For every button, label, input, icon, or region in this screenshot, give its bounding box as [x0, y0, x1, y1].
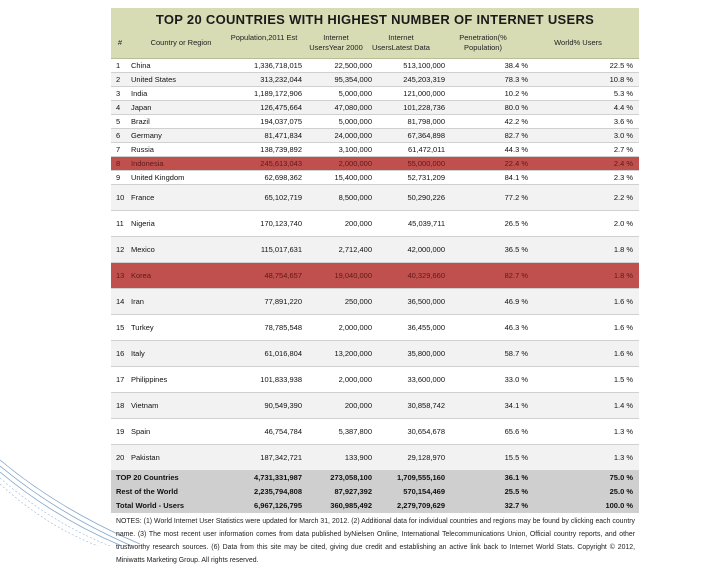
table-row: [111, 171, 639, 185]
table-header: [111, 8, 639, 59]
internet-2000-cell: 15,400,000: [334, 173, 372, 182]
world-share-cell: 1.6 %: [613, 349, 633, 358]
rank-cell: 16: [116, 349, 125, 358]
world-share-cell: 3.0 %: [613, 131, 633, 140]
table-row: [111, 393, 639, 419]
penetration-cell: 10.2 %: [504, 89, 528, 98]
country-cell: United States: [131, 75, 177, 84]
internet-users-table: [111, 8, 639, 567]
country-cell: Italy: [131, 349, 145, 358]
country-cell: France: [131, 193, 155, 202]
world-share-cell: 75.0 %: [609, 473, 633, 482]
world-share-cell: 3.6 %: [613, 117, 633, 126]
population-cell: 170,123,740: [260, 219, 302, 228]
rank-cell: 12: [116, 245, 125, 254]
internet-latest-cell: 570,154,469: [403, 487, 445, 496]
header-internet-latest: Internet UsersLatest Data: [372, 33, 430, 52]
country-cell: United Kingdom: [131, 173, 185, 182]
internet-latest-cell: 36,500,000: [407, 297, 445, 306]
internet-2000-cell: 2,000,000: [338, 159, 372, 168]
penetration-cell: 58.7 %: [504, 349, 528, 358]
internet-2000-cell: 200,000: [344, 219, 372, 228]
table-row: [111, 367, 639, 393]
rank-cell: 1: [116, 61, 121, 70]
penetration-cell: 38.4 %: [504, 61, 528, 70]
penetration-cell: 44.3 %: [504, 145, 528, 154]
country-cell: Germany: [131, 131, 162, 140]
internet-latest-cell: 61,472,011: [408, 145, 445, 154]
rank-cell: 15: [116, 323, 125, 332]
rank-cell: 7: [116, 145, 121, 154]
internet-2000-cell: 2,000,000: [338, 323, 372, 332]
penetration-cell: 80.0 %: [504, 103, 528, 112]
rank-cell: 3: [116, 89, 121, 98]
header-rank: #: [117, 38, 123, 47]
world-share-cell: 10.8 %: [609, 75, 633, 84]
table-row: [111, 59, 639, 73]
internet-2000-cell: 3,100,000: [338, 145, 372, 154]
table-row: [111, 289, 639, 315]
country-cell: Vietnam: [131, 401, 159, 410]
table-row: [111, 419, 639, 445]
world-share-cell: 2.7 %: [613, 145, 633, 154]
world-share-cell: 1.4 %: [613, 401, 633, 410]
world-share-cell: 25.0 %: [609, 487, 633, 496]
notes: NOTES: (1) World Internet User Statistics were updated for March 31, 2012. (2) Additional data for individual countries and regions may be found by clicking each country name. (3) The most recent user information comes from data published byNielsen Online, International Telecommunications Union, Official country reports, and other trustworthy research sources. (6) Data from this site may be cited, giving due credit and establishing an active link back to Internet World Stats. Copyright © 2012, Miniwatts Marketing Group. All rights reserved.: [116, 518, 635, 564]
internet-2000-cell: 19,040,000: [334, 271, 372, 280]
internet-2000-cell: 360,985,492: [330, 501, 372, 510]
country-cell: Turkey: [131, 323, 154, 332]
rank-cell: 13: [116, 271, 125, 280]
table-row: [111, 115, 639, 129]
world-share-cell: 2.3 %: [613, 173, 633, 182]
rank-cell: 5: [116, 117, 121, 126]
population-cell: 77,891,220: [264, 297, 302, 306]
internet-2000-cell: 95,354,000: [334, 75, 372, 84]
population-cell: 4,731,331,987: [254, 473, 302, 482]
penetration-cell: 46.3 %: [504, 323, 528, 332]
country-cell: Iran: [131, 297, 144, 306]
population-cell: 245,613,043: [260, 159, 302, 168]
penetration-cell: 36.5 %: [504, 245, 528, 254]
internet-latest-cell: 42,000,000: [407, 245, 445, 254]
table-row: [111, 101, 639, 115]
penetration-cell: 82.7 %: [504, 131, 528, 140]
penetration-cell: 82.7 %: [504, 271, 528, 280]
country-cell: Nigeria: [131, 219, 155, 228]
internet-2000-cell: 273,058,100: [330, 473, 372, 482]
population-cell: 138,739,892: [260, 145, 302, 154]
header-penetration: Penetration(% Population): [459, 33, 507, 52]
internet-latest-cell: 45,039,711: [408, 219, 445, 228]
rank-cell: 6: [116, 131, 121, 140]
population-cell: 101,833,938: [260, 375, 302, 384]
table-summary: [111, 471, 639, 513]
internet-2000-cell: 22,500,000: [334, 61, 372, 70]
penetration-cell: 34.1 %: [504, 401, 528, 410]
country-cell: Spain: [131, 427, 151, 436]
penetration-cell: 26.5 %: [504, 219, 528, 228]
penetration-cell: 15.5 %: [504, 453, 528, 462]
world-share-cell: 2.4 %: [613, 159, 633, 168]
world-share-cell: 1.6 %: [613, 323, 633, 332]
rank-cell: 20: [116, 453, 125, 462]
world-share-cell: 2.2 %: [613, 193, 633, 202]
internet-2000-cell: 8,500,000: [338, 193, 372, 202]
country-cell: Korea: [131, 271, 152, 280]
penetration-cell: 36.1 %: [504, 473, 528, 482]
country-cell: Japan: [131, 103, 152, 112]
penetration-cell: 84.1 %: [504, 173, 528, 182]
internet-2000-cell: 13,200,000: [334, 349, 372, 358]
world-share-cell: 4.4 %: [613, 103, 633, 112]
internet-latest-cell: 30,654,678: [407, 427, 445, 436]
table-body: [111, 59, 639, 471]
rank-cell: 14: [116, 297, 125, 306]
table-row: [111, 315, 639, 341]
table-row: [111, 445, 639, 471]
world-share-cell: 100.0 %: [605, 501, 633, 510]
country-cell: Philippines: [131, 375, 168, 384]
population-cell: 90,549,390: [264, 401, 302, 410]
population-cell: 1,189,172,906: [254, 89, 302, 98]
rank-cell: 17: [116, 375, 125, 384]
penetration-cell: 22.4 %: [504, 159, 528, 168]
country-cell: Brazil: [131, 117, 150, 126]
population-cell: 46,754,784: [264, 427, 302, 436]
world-share-cell: 1.6 %: [613, 297, 633, 306]
rank-cell: 8: [116, 159, 121, 168]
internet-latest-cell: 52,731,209: [407, 173, 445, 182]
world-share-cell: 22.5 %: [609, 61, 633, 70]
penetration-cell: 32.7 %: [504, 501, 528, 510]
internet-2000-cell: 200,000: [344, 401, 372, 410]
table-row: [111, 87, 639, 101]
rank-cell: 2: [116, 75, 121, 84]
internet-latest-cell: 81,798,000: [407, 117, 445, 126]
country-cell: Indonesia: [131, 159, 164, 168]
table-row: [111, 185, 639, 211]
internet-2000-cell: 250,000: [344, 297, 372, 306]
summary-label-cell: Total World - Users: [116, 501, 185, 510]
internet-2000-cell: 2,000,000: [338, 375, 372, 384]
header-world-share: World% Users: [554, 38, 602, 47]
internet-2000-cell: 87,927,392: [334, 487, 372, 496]
summary-row: [111, 471, 639, 485]
header-population: Population,2011 Est: [230, 33, 298, 42]
rank-cell: 18: [116, 401, 125, 410]
penetration-cell: 46.9 %: [504, 297, 528, 306]
population-cell: 81,471,834: [264, 131, 302, 140]
rank-cell: 9: [116, 173, 121, 182]
table-row: [111, 73, 639, 87]
rank-cell: 10: [116, 193, 125, 202]
population-cell: 48,754,657: [264, 271, 302, 280]
internet-2000-cell: 5,000,000: [338, 89, 372, 98]
internet-2000-cell: 2,712,400: [338, 245, 372, 254]
internet-latest-cell: 101,228,736: [403, 103, 445, 112]
table-row: [111, 143, 639, 157]
table-row: [111, 263, 639, 289]
population-cell: 115,017,631: [260, 245, 302, 254]
world-share-cell: 1.3 %: [613, 453, 633, 462]
internet-latest-cell: 29,128,970: [407, 453, 445, 462]
penetration-cell: 78.3 %: [504, 75, 528, 84]
population-cell: 313,232,044: [260, 75, 302, 84]
country-cell: China: [131, 61, 151, 70]
population-cell: 78,785,548: [264, 323, 302, 332]
penetration-cell: 77.2 %: [504, 193, 528, 202]
internet-latest-cell: 2,279,709,629: [397, 501, 445, 510]
world-share-cell: 1.8 %: [613, 245, 633, 254]
internet-2000-cell: 5,387,800: [338, 427, 372, 436]
internet-2000-cell: 133,900: [344, 453, 372, 462]
internet-2000-cell: 5,000,000: [338, 117, 372, 126]
internet-latest-cell: 40,329,660: [407, 271, 445, 280]
internet-latest-cell: 1,709,555,160: [397, 473, 445, 482]
world-share-cell: 1.3 %: [613, 427, 633, 436]
population-cell: 126,475,664: [260, 103, 302, 112]
population-cell: 6,967,126,795: [254, 501, 302, 510]
internet-latest-cell: 30,858,742: [407, 401, 445, 410]
internet-latest-cell: 55,000,000: [407, 159, 445, 168]
population-cell: 194,037,075: [260, 117, 302, 126]
world-share-cell: 1.5 %: [613, 375, 633, 384]
internet-2000-cell: 47,080,000: [334, 103, 372, 112]
summary-row: [111, 485, 639, 499]
internet-latest-cell: 245,203,319: [403, 75, 445, 84]
internet-latest-cell: 50,290,226: [407, 193, 445, 202]
internet-latest-cell: 121,000,000: [403, 89, 445, 98]
header-country: Country or Region: [150, 38, 212, 47]
header-internet-2000: Internet UsersYear 2000: [309, 33, 363, 52]
summary-row: [111, 499, 639, 513]
table-row: [111, 129, 639, 143]
internet-2000-cell: 24,000,000: [334, 131, 372, 140]
population-cell: 187,342,721: [260, 453, 302, 462]
population-cell: 1,336,718,015: [254, 61, 302, 70]
summary-label-cell: Rest of the World: [116, 487, 178, 496]
population-cell: 2,235,794,808: [254, 487, 302, 496]
country-cell: Pakistan: [131, 453, 160, 462]
rank-cell: 19: [116, 427, 125, 436]
summary-label-cell: TOP 20 Countries: [116, 473, 179, 482]
penetration-cell: 42.2 %: [504, 117, 528, 126]
country-cell: Russia: [131, 145, 154, 154]
table-row: [111, 341, 639, 367]
world-share-cell: 2.0 %: [613, 219, 633, 228]
penetration-cell: 33.0 %: [504, 375, 528, 384]
internet-latest-cell: 33,600,000: [407, 375, 445, 384]
country-cell: Mexico: [131, 245, 155, 254]
world-share-cell: 5.3 %: [613, 89, 633, 98]
table-row: [111, 157, 639, 171]
penetration-cell: 65.6 %: [504, 427, 528, 436]
internet-latest-cell: 36,455,000: [407, 323, 445, 332]
internet-latest-cell: 67,364,898: [407, 131, 445, 140]
table-row: [111, 211, 639, 237]
population-cell: 62,698,362: [264, 173, 302, 182]
world-share-cell: 1.8 %: [613, 271, 633, 280]
rank-cell: 4: [116, 103, 121, 112]
internet-latest-cell: 35,800,000: [407, 349, 445, 358]
population-cell: 65,102,719: [264, 193, 302, 202]
table-row: [111, 237, 639, 263]
penetration-cell: 25.5 %: [504, 487, 528, 496]
rank-cell: 11: [116, 219, 124, 228]
table-title: TOP 20 COUNTRIES WITH HIGHEST NUMBER OF INTERNET USERS: [155, 12, 595, 27]
internet-latest-cell: 513,100,000: [403, 61, 445, 70]
population-cell: 61,016,804: [264, 349, 302, 358]
country-cell: India: [131, 89, 148, 98]
